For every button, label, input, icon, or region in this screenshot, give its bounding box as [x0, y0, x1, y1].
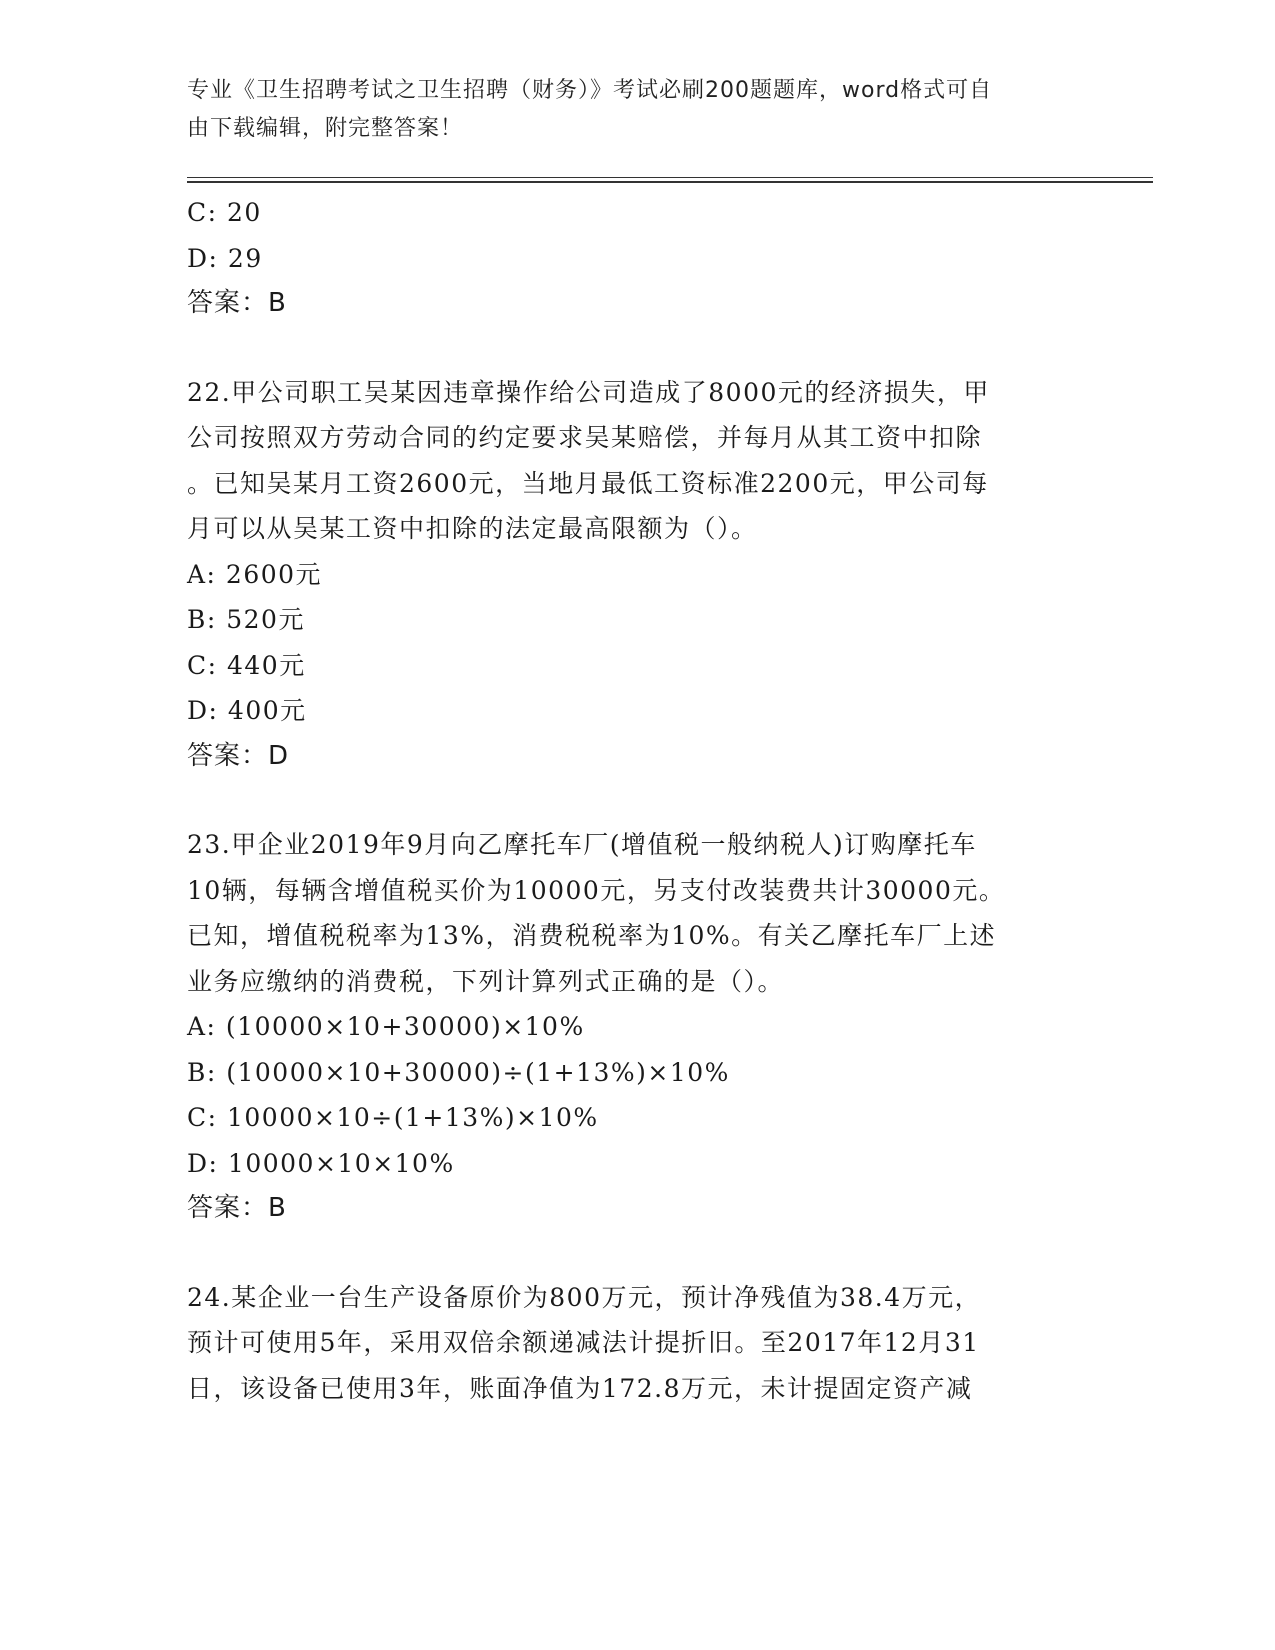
spacer: [187, 779, 1077, 822]
question-text-line: 24.某企业一台生产设备原价为800万元，预计净残值为38.4万元，: [187, 1282, 982, 1312]
header-divider-thick: [187, 181, 1153, 183]
option-d: D: 29: [187, 243, 263, 273]
question-text-line: 23.甲企业2019年9月向乙摩托车厂(增值税一般纳税人)订购摩托车: [187, 830, 977, 859]
option-c: C: 10000×10÷(1+13%)×10%: [187, 1103, 599, 1132]
header-line-2: 由下载编辑，附完整答案！: [187, 116, 464, 141]
question-text-line: 月可以从吴某工资中扣除的法定最高限额为（）。: [187, 514, 758, 543]
answer-line: 答案：B: [187, 288, 287, 318]
answer-line: 答案：B: [187, 1193, 287, 1223]
document-body: [187, 190, 1077, 1411]
spacer: [187, 1232, 1077, 1275]
header-divider-thin: [187, 177, 1153, 178]
question-text-line: 公司按照双方劳动合同的约定要求吴某赔偿，并每月从其工资中扣除: [187, 423, 983, 452]
question-24: [187, 1275, 1077, 1412]
option-c: C: 20: [187, 198, 262, 227]
option-d: D: 10000×10×10%: [187, 1148, 455, 1178]
question-text-line: 日，该设备已使用3年，账面净值为172.8万元，未计提固定资产减: [187, 1373, 973, 1403]
question-text-line: 业务应缴纳的消费税，下列计算列式正确的是（）。: [187, 966, 785, 996]
spacer: [187, 327, 1077, 370]
option-a: A: (10000×10+30000)×10%: [187, 1012, 585, 1041]
header-line-1: 专业《卫生招聘考试之卫生招聘（财务）》考试必刷200题题库，word格式可自: [187, 78, 993, 103]
question-text-line: 22.甲公司职工吴某因违章操作给公司造成了8000元的经济损失，甲: [187, 377, 990, 407]
answer-line: 答案：D: [187, 740, 290, 771]
question-text-line: 预计可使用5年，采用双倍余额递减法计提折旧。至2017年12月31: [187, 1328, 980, 1357]
option-c: C: 440元: [187, 650, 306, 680]
question-23: [187, 822, 1077, 1232]
question-text-line: 已知，增值税税率为13%，消费税税率为10%。有关乙摩托车厂上述: [187, 921, 997, 950]
option-d: D: 400元: [187, 696, 307, 725]
document-header: [187, 72, 1067, 148]
option-a: A: 2600元: [187, 559, 323, 589]
question-text-line: 。已知吴某月工资2600元，当地月最低工资标准2200元，甲公司每: [187, 468, 989, 498]
option-b: B: (10000×10+30000)÷(1+13%)×10%: [187, 1057, 730, 1087]
question-text-line: 10辆，每辆含增值税买价为10000元，另支付改装费共计30000元。: [187, 875, 1006, 905]
option-b: B: 520元: [187, 605, 305, 634]
previous-question-tail: [187, 190, 1077, 327]
question-22: [187, 370, 1077, 780]
